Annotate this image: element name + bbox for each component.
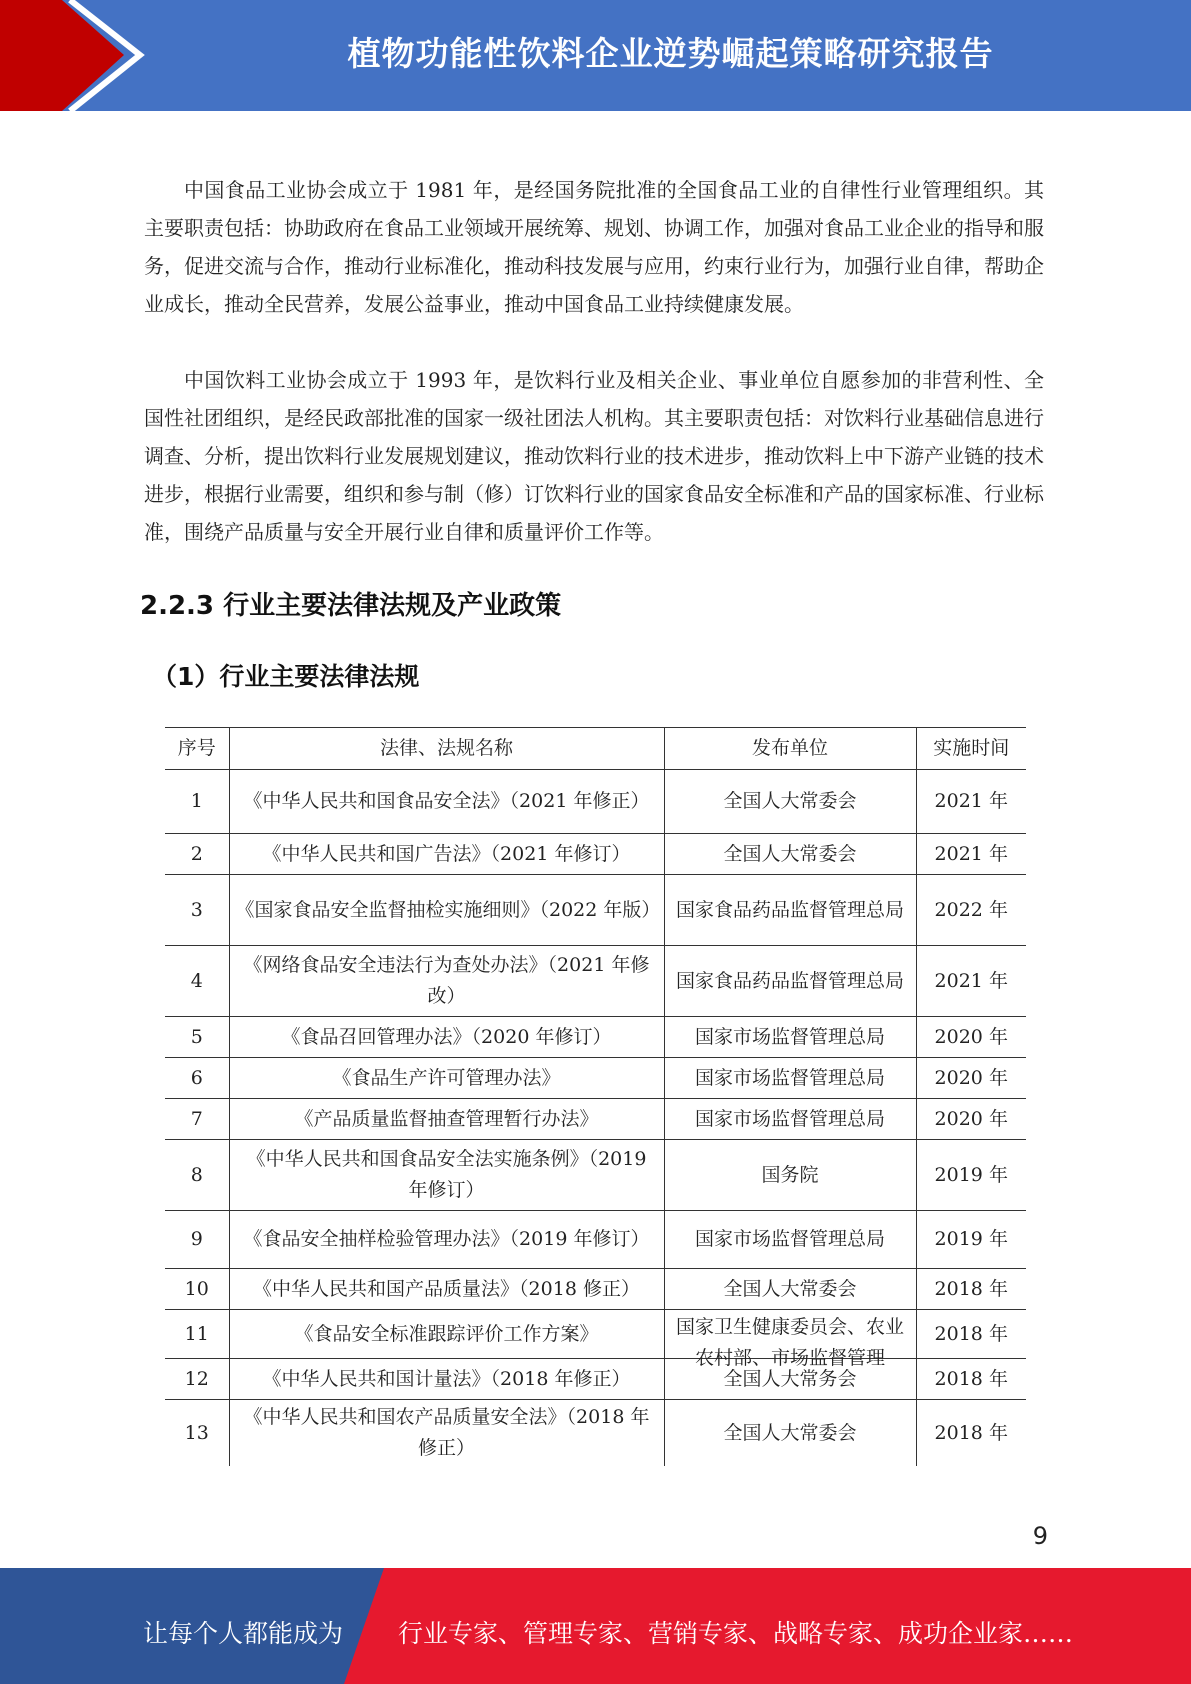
row-index: 4 [165,946,229,1017]
row-issuer: 国家食品药品监督管理总局 [664,946,916,1017]
row-index: 11 [165,1310,229,1359]
row-issuer: 国家市场监督管理总局 [664,1211,916,1269]
row-index: 10 [165,1269,229,1310]
row-law-name: 《食品生产许可管理办法》 [229,1058,664,1099]
page-number: 9 [1032,1522,1048,1550]
row-law-name: 《中华人民共和国食品安全法实施条例》（2019 年修订） [229,1140,664,1211]
row-index: 1 [165,770,229,834]
row-law-name: 《中华人民共和国广告法》（2021 年修订） [229,834,664,875]
row-index: 13 [165,1400,229,1467]
row-index: 3 [165,875,229,946]
table-row [165,770,1026,834]
row-index: 6 [165,1058,229,1099]
header-index: 序号 [165,728,229,770]
table-row [165,1017,1026,1058]
header-issuer: 发布单位 [664,728,916,770]
table-row [165,1211,1026,1269]
table-row [165,834,1026,875]
row-issuer: 国家食品药品监督管理总局 [664,875,916,946]
table-row [165,1140,1026,1211]
footer-slogan-left: 让每个人都能成为 [143,1619,344,1648]
row-index: 12 [165,1359,229,1400]
row-effective-date: 2018 年 [916,1359,1026,1400]
row-issuer: 全国人大常委会 [664,834,916,875]
sub-heading: （1）行业主要法律法规 [152,662,420,691]
row-issuer: 国家市场监督管理总局 [664,1017,916,1058]
row-issuer: 国家市场监督管理总局 [664,1099,916,1140]
row-effective-date: 2020 年 [916,1017,1026,1058]
row-law-name: 《中华人民共和国产品质量法》（2018 修正） [229,1269,664,1310]
paragraph-beverage-industry-association: 中国饮料工业协会成立于 1993 年，是饮料行业及相关企业、事业单位自愿参加的非营利性、全国性社团组织，是经民政部批准的国家一级社团法人机构。其主要职责包括：对饮料行业基础信息进行调查、分析，提出饮料行业发展规划建议，推动饮料行业的技术进步，推动饮料上中下游产业链的技术进步，根据行业需要，组织和参与制（修）订饮料行业的国家食品安全标准和产品的国家标准、行业标准，围绕产品质量与安全开展行业自律和质量评价工作等。 [144,368,1044,544]
row-issuer-text: 国家卫生健康委员会、农业农村部、市场监督管理 [675,1316,904,1369]
report-title: 植物功能性饮料企业逆势崛起策略研究报告 [347,34,994,73]
row-index: 5 [165,1017,229,1058]
row-index: 7 [165,1099,229,1140]
table-row [165,1310,1026,1359]
page-header [0,0,1191,111]
row-effective-date: 2018 年 [916,1310,1026,1359]
row-law-name: 《产品质量监督抽查管理暂行办法》 [229,1099,664,1140]
table-row [165,1269,1026,1310]
row-index: 8 [165,1140,229,1211]
row-law-name: 《食品安全抽样检验管理办法》（2019 年修订） [229,1211,664,1269]
row-effective-date: 2018 年 [916,1269,1026,1310]
table-row [165,946,1026,1017]
row-issuer: 全国人大常务会 [664,1359,916,1400]
row-law-name: 《网络食品安全违法行为查处办法》（2021 年修改） [229,946,664,1017]
header-law-name: 法律、法规名称 [229,728,664,770]
row-effective-date: 2018 年 [916,1400,1026,1467]
row-law-name: 《中华人民共和国计量法》（2018 年修正） [229,1359,664,1400]
row-effective-date: 2020 年 [916,1099,1026,1140]
row-effective-date: 2021 年 [916,946,1026,1017]
row-law-name: 《食品召回管理办法》（2020 年修订） [229,1017,664,1058]
section-heading: 2.2.3 行业主要法律法规及产业政策 [140,591,562,621]
row-issuer: 国家市场监督管理总局 [664,1058,916,1099]
row-effective-date: 2020 年 [916,1058,1026,1099]
row-issuer [664,1310,916,1369]
paragraph-food-industry-association: 中国食品工业协会成立于 1981 年，是经国务院批准的全国食品工业的自律性行业管理组织。其主要职责包括：协助政府在食品工业领域开展统筹、规划、协调工作，加强对食品工业企业的指导和服务，促进交流与合作，推动行业标准化，推动科技发展与应用，约束行业行为，加强行业自律，帮助企业成长，推动全民营养，发展公益事业，推动中国食品工业持续健康发展。 [144,178,1044,316]
header-effective-date: 实施时间 [916,728,1026,770]
row-index: 2 [165,834,229,875]
laws-regulations-table [165,727,1026,1466]
row-effective-date: 2019 年 [916,1140,1026,1211]
row-issuer: 全国人大常委会 [664,770,916,834]
row-law-name: 《国家食品安全监督抽检实施细则》（2022 年版） [229,875,664,946]
row-law-name: 《食品安全标准跟踪评价工作方案》 [229,1310,664,1359]
row-issuer: 全国人大常委会 [664,1400,916,1467]
table-row [165,1058,1026,1099]
row-effective-date: 2019 年 [916,1211,1026,1269]
row-issuer: 全国人大常委会 [664,1269,916,1310]
table-row [165,1099,1026,1140]
table-row [165,1359,1026,1400]
row-law-name: 《中华人民共和国农产品质量安全法》（2018 年修正） [229,1400,664,1467]
page-footer [0,1568,1191,1684]
row-effective-date: 2021 年 [916,834,1026,875]
row-issuer: 国务院 [664,1140,916,1211]
footer-slogan-right: 行业专家、管理专家、营销专家、战略专家、成功企业家…… [398,1619,1074,1648]
row-effective-date: 2021 年 [916,770,1026,834]
row-effective-date: 2022 年 [916,875,1026,946]
table-row [165,1400,1026,1467]
row-index: 9 [165,1211,229,1269]
row-law-name: 《中华人民共和国食品安全法》（2021 年修正） [229,770,664,834]
table-row [165,875,1026,946]
table-header-row [165,728,1026,770]
